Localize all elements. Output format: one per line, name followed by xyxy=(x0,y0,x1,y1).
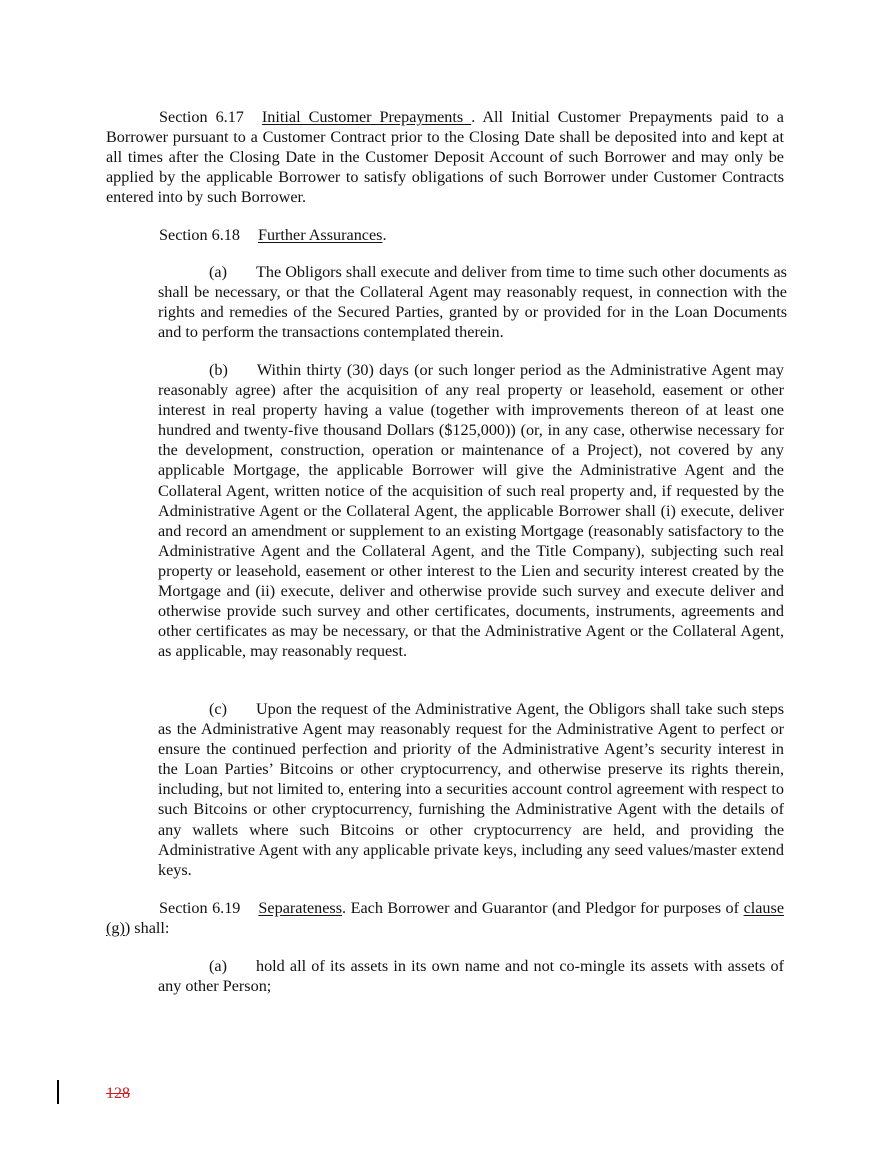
section-6-17-label: Section 6.17 xyxy=(159,108,244,126)
page-number: 128 xyxy=(106,1085,130,1102)
section-6-19-label: Section 6.19 xyxy=(159,899,241,917)
section-6-18-heading: Section 6.18 Further Assurances. xyxy=(159,226,387,244)
section-6-18-title: Further Assurances xyxy=(257,226,383,244)
clause-marker: (a) xyxy=(209,263,227,281)
clause-marker: (a) xyxy=(209,957,227,975)
clause-text: hold all of its assets in its own name and not co-mingle its assets with assets of any other Person; xyxy=(158,957,784,996)
revision-change-bar xyxy=(57,1080,59,1104)
clause-g-reference: clause (g) xyxy=(106,899,785,938)
section-6-19-clause-a xyxy=(158,956,784,996)
clause-text: Upon the request of the Administrative Agent, the Obligors shall take such steps as the Administrative Agent may reasonably request for the Administrative Agent to perfect or ensure the continued perfection and priority of the Administrative Agent’s security interest in the Loan Parties’ Bitcoins or other cryptocurrency, and otherwise preserve its rights therein, including, but not limited to, entering into a securities account control agreement with respect to such Bitcoins or other cryptocurrency, furnishing the Administrative Agent with the details of any wallets where such Bitcoins or other cryptocurrency are held, and providing the Administrative Agent with any applicable private keys, including any seed values/master extend keys. xyxy=(158,700,784,879)
section-6-18-clause-a xyxy=(158,262,787,342)
section-6-18-clause-b xyxy=(158,360,784,661)
clause-marker: (b) xyxy=(209,361,228,379)
section-6-18-label: Section 6.18 xyxy=(159,226,240,244)
section-6-19-paragraph: Section 6.19 Separateness. Each Borrower and Guarantor (and Pledgor for purposes of clause (g)) shall: xyxy=(106,899,785,938)
section-6-18-clause-c xyxy=(158,699,784,880)
section-6-17-paragraph xyxy=(106,107,784,207)
section-6-17-text: . All Initial Customer Prepayments paid to a Borrower pursuant to a Customer Contract prior to the Closing Date shall be deposited into and kept at all times after the Closing Date in the Customer Deposit Account of such Borrower and may only be applied by the applicable Borrower to satisfy obligations of such Borrower under Customer Contracts entered into by such Borrower. xyxy=(106,108,784,207)
clause-marker: (c) xyxy=(209,700,227,718)
clause-text: The Obligors shall execute and deliver from time to time such other documents as shall be necessary, or that the Collateral Agent may reasonably request, in connection with the rights and remedies of the Secured Parties, granted by or provided for in the Loan Documents and to perform the transactions contemplated therein. xyxy=(158,263,787,342)
clause-text: Within thirty (30) days (or such longer period as the Administrative Agent may reasonably agree) after the acquisition of any real property or leasehold, easement or other interest in real property having a value (together with improvements thereon of at least one hundred and twenty-five thousand Dollars ($125,000)) (or, in any case, otherwise necessary for the development, construction, operation or maintenance of a Project), not covered by any applicable Mortgage, the applicable Borrower will give the Administrative Agent and the Collateral Agent, written notice of the acquisition of such real property and, if requested by the Administrative Agent or the Collateral Agent, the applicable Borrower shall (i) execute, deliver and record an amendment or supplement to an existing Mortgage (reasonably satisfactory to the Administrative Agent and the Collateral Agent, and the Title Company), subjecting such real property or leasehold, easement or other interest to the Lien and security interest created by the Mortgage and (ii) execute, deliver and otherwise provide such survey and execute deliver and otherwise provide such survey and other certificates, documents, instruments, agreements and other certificates as may be necessary, or that the Administrative Agent or the Collateral Agent, as applicable, may reasonably request. xyxy=(158,361,784,661)
section-6-17-title: Initial Customer Prepayments xyxy=(261,108,472,126)
section-6-19-title: Separateness xyxy=(258,899,343,917)
